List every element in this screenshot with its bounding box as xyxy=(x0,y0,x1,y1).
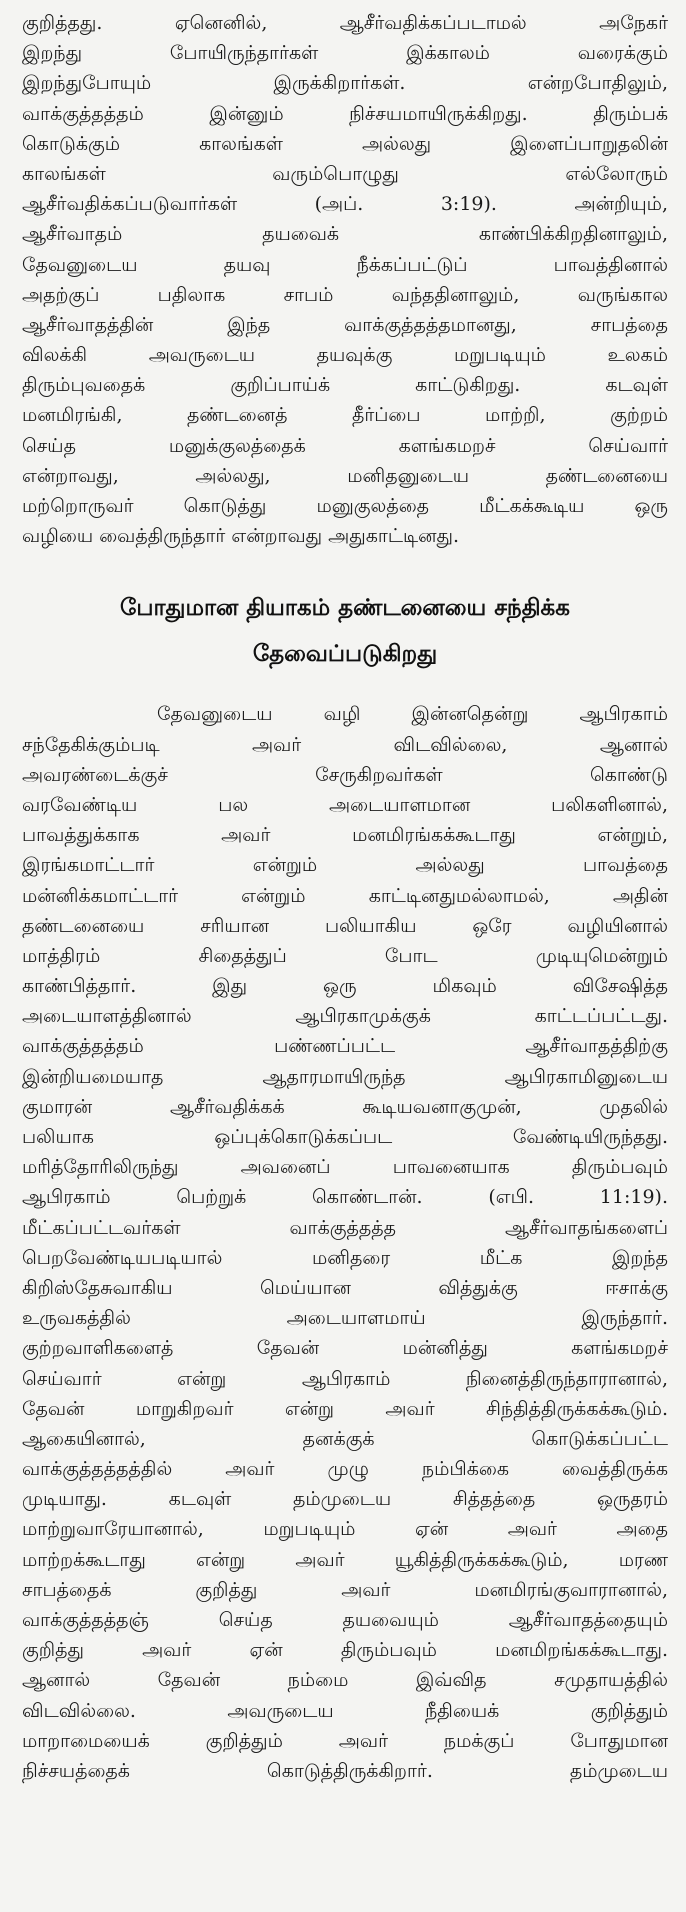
text-line: பாவத்துக்காக அவர் மனமிரங்கக்கூடாது என்றும், xyxy=(22,824,668,847)
text-line: மீட்கப்பட்டவர்கள் வாக்குத்தத்த ஆசீர்வாதங்களைப் xyxy=(22,1216,668,1239)
text-line: பலியாக ஒப்புக்கொடுக்கப்பட வேண்டியிருந்தது. xyxy=(22,1126,668,1148)
text-line: மாற்றக்கூடாது என்று அவர் யூகித்திருக்கக்கூடும், மரண xyxy=(22,1548,668,1571)
text-line: திரும்புவதைக் குறிப்பாய்க் காட்டுகிறது. கடவுள் xyxy=(22,374,668,397)
text-line: தேவன் மாறுகிறவர் என்று அவர் சிந்தித்திருக்கக்கூடும். xyxy=(22,1397,668,1420)
text-line: குறித்து அவர் ஏன் திரும்பவும் மனமிறங்கக்கூடாது. xyxy=(22,1639,668,1662)
text-line: மனமிரங்கி, தண்டனைத் தீர்ப்பை மாற்றி, குற்றம் xyxy=(22,404,668,427)
text-line: மாறாமையைக் குறித்தும் அவர் நமக்குப் போதுமான xyxy=(22,1729,668,1752)
text-line: செய்வார் என்று ஆபிரகாம் நினைத்திருந்தாரானால், xyxy=(22,1367,668,1390)
text-line: இன்றியமையாத ஆதாரமாயிருந்த ஆபிரகாமினுடைய xyxy=(22,1065,668,1088)
text-line: நிச்சயத்தைக் கொடுத்திருக்கிறார். தம்முடைய xyxy=(22,1759,668,1782)
text-line: தேவனுடைய வழி இன்னதென்று ஆபிரகாம் xyxy=(157,703,668,726)
text-line: மன்னிக்கமாட்டார் என்றும் காட்டினதுமல்லாமல், அதின் xyxy=(22,884,668,907)
text-line: ஆனால் தேவன் நம்மை இவ்வித சமுதாயத்தில் xyxy=(22,1669,668,1692)
section-heading xyxy=(22,585,668,677)
text-line: மற்றொருவர் கொடுத்து மனுகுலத்தை மீட்கக்கூடிய ஒரு xyxy=(22,495,668,517)
text-line: சாபத்தைக் குறித்து அவர் மனமிரங்குவாரானால், xyxy=(22,1578,668,1601)
text-line: வழியை வைத்திருந்தார் என்றாவது அதுகாட்டினது. xyxy=(22,525,460,548)
document-page xyxy=(22,8,668,1786)
text-line: விலக்கி அவருடைய தயவுக்கு மறுபடியும் உலகம் xyxy=(22,344,668,367)
text-line: காண்பித்தார். இது ஒரு மிகவும் விசேஷித்த xyxy=(22,975,668,998)
text-line: குமாரன் ஆசீர்வதிக்கக் கூடியவனாகுமுன், முதலில் xyxy=(22,1095,668,1118)
text-line: உருவகத்தில் அடையாளமாய் இருந்தார். xyxy=(22,1307,668,1330)
text-line: முடியாது. கடவுள் தம்முடைய சித்தத்தை ஒருதரம் xyxy=(22,1488,668,1511)
text-line: அவரண்டைக்குச் சேருகிறவர்கள் கொண்டு xyxy=(22,763,668,786)
text-line: வாக்குத்தத்தத்தில் அவர் முழு நம்பிக்கை வைத்திருக்க xyxy=(22,1458,668,1481)
text-line: தண்டனையை சரியான பலியாகிய ஒரே வழியினால் xyxy=(22,914,668,937)
text-line: வரவேண்டிய பல அடையாளமான பலிகளினால், xyxy=(22,793,668,816)
text-line: தேவனுடைய தயவு நீக்கப்பட்டுப் பாவத்தினால் xyxy=(22,253,668,276)
heading-line: தேவைப்படுகிறது xyxy=(252,641,438,668)
text-line: வாக்குத்தத்தம் இன்னும் நிச்சயமாயிருக்கிறது. திரும்பக் xyxy=(22,102,668,125)
text-line: இறந்து போயிருந்தார்கள் இக்காலம் வரைக்கும் xyxy=(22,42,668,65)
text-line: ஆகையினால், தனக்குக் கொடுக்கப்பட்ட xyxy=(22,1427,668,1450)
paragraph-1 xyxy=(22,8,668,551)
text-line: அடையாளத்தினால் ஆபிரகாமுக்குக் காட்டப்பட்டது. xyxy=(22,1005,668,1028)
text-line: விடவில்லை. அவருடைய நீதியைக் குறித்தும் xyxy=(22,1699,668,1722)
text-line: அதற்குப் பதிலாக சாபம் வந்ததினாலும், வருங்கால xyxy=(22,283,668,306)
text-line: பெறவேண்டியபடியால் மனிதரை மீட்க இறந்த xyxy=(22,1246,668,1269)
heading-line: போதுமான தியாகம் தண்டனையை சந்திக்க xyxy=(120,595,570,622)
text-line: ஆசீர்வதிக்கப்படுவார்கள் (அப். 3:19). அன்றியும், xyxy=(22,193,668,216)
text-line: கொடுக்கும் காலங்கள் அல்லது இளைப்பாறுதலின் xyxy=(22,132,668,155)
text-line: மாற்றுவாரேயானால், மறுபடியும் ஏன் அவர் அதை xyxy=(22,1518,668,1541)
text-line: காலங்கள் வரும்பொழுது எல்லோரும் xyxy=(22,162,668,185)
text-line: சந்தேகிக்கும்படி அவர் விடவில்லை, ஆனால் xyxy=(22,733,668,756)
text-line: கிறிஸ்தேசுவாகிய மெய்யான வித்துக்கு ஈசாக்கு xyxy=(22,1276,668,1299)
text-line: மாத்திரம் சிதைத்துப் போட முடியுமென்றும் xyxy=(22,944,668,967)
text-line: குறித்தது. ஏனெனில், ஆசீர்வதிக்கப்படாமல் அநேகர் xyxy=(22,12,668,34)
text-line: செய்த மனுக்குலத்தைக் களங்கமறச் செய்வார் xyxy=(22,434,668,457)
text-line: வாக்குத்தத்தஞ் செய்த தயவையும் ஆசீர்வாதத்தையும் xyxy=(22,1609,668,1631)
text-line: குற்றவாளிகளைத் தேவன் மன்னித்து களங்கமறச் xyxy=(22,1337,668,1360)
text-line: ஆபிரகாம் பெற்றுக் கொண்டான். (எபி. 11:19). xyxy=(22,1186,668,1209)
text-line: இரங்கமாட்டார் என்றும் அல்லது பாவத்தை xyxy=(22,854,668,877)
text-line: ஆசீர்வாதம் தயவைக் காண்பிக்கிறதினாலும், xyxy=(22,223,668,246)
text-line: என்றாவது, அல்லது, மனிதனுடைய தண்டனையை xyxy=(22,464,668,487)
text-line: இறந்துபோயும் இருக்கிறார்கள். என்றபோதிலும், xyxy=(22,72,668,95)
text-line: வாக்குத்தத்தம் பண்ணப்பட்ட ஆசீர்வாதத்திற்கு xyxy=(22,1035,668,1058)
text-line: மரித்தோரிலிருந்து அவனைப் பாவனையாக திரும்பவும் xyxy=(22,1156,668,1179)
paragraph-2 xyxy=(22,699,668,1786)
text-line: ஆசீர்வாதத்தின் இந்த வாக்குத்தத்தமானது, சாபத்தை xyxy=(22,313,668,336)
